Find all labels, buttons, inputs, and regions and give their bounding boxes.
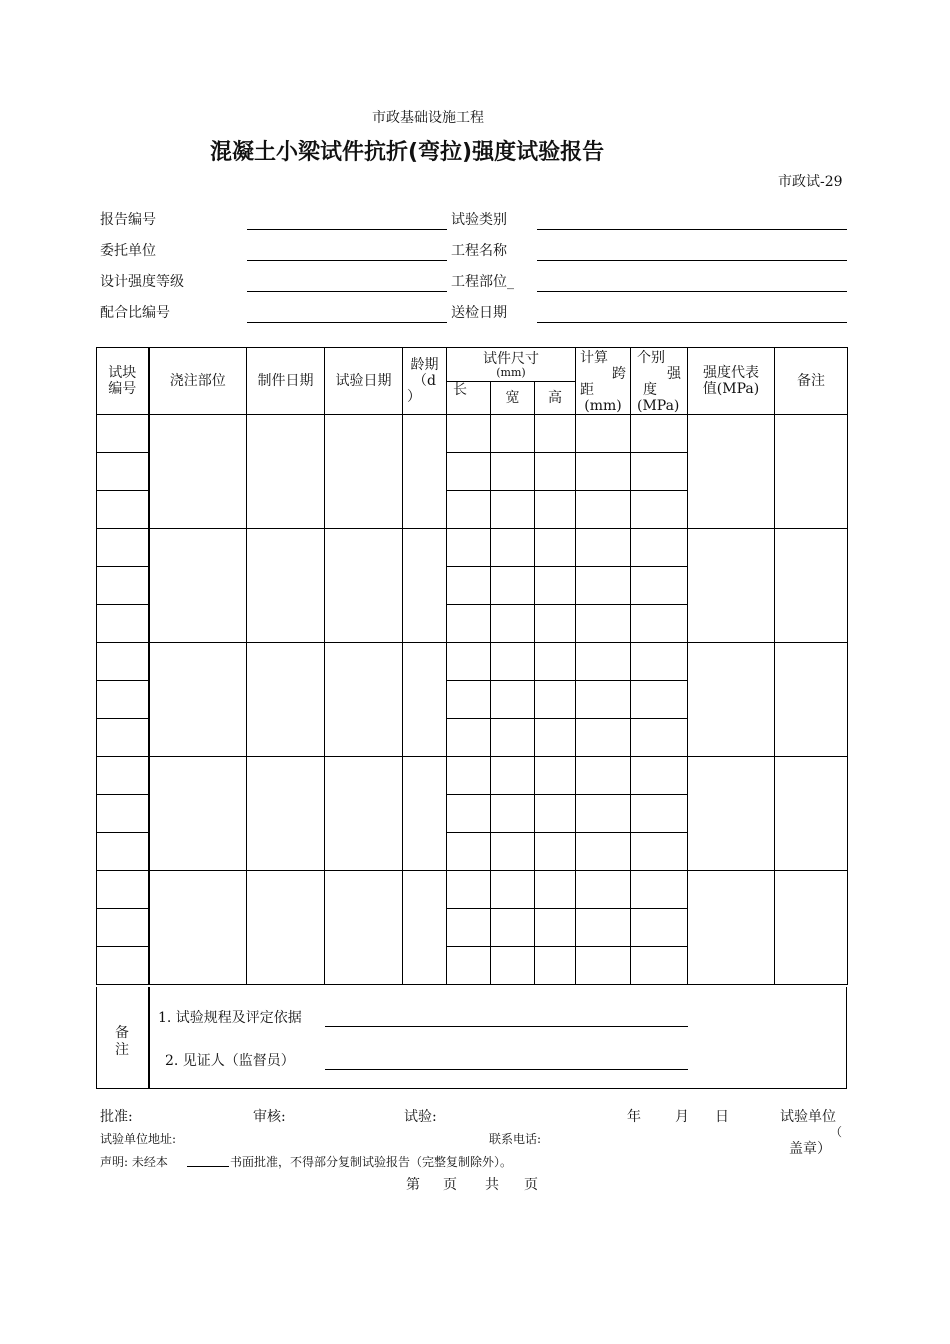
cell-width[interactable] bbox=[491, 947, 535, 985]
project-name-label: 工程名称 bbox=[451, 243, 507, 259]
cell-length[interactable] bbox=[447, 415, 491, 453]
cell-length[interactable] bbox=[447, 871, 491, 909]
project-part-field[interactable] bbox=[537, 291, 847, 292]
cell-place[interactable] bbox=[149, 529, 247, 643]
cell-individual-strength[interactable] bbox=[631, 909, 688, 947]
approve-label: 批准: bbox=[100, 1109, 133, 1125]
cell-individual-strength[interactable] bbox=[631, 681, 688, 719]
tester-label: 试验: bbox=[404, 1109, 437, 1125]
header-make-date: 制件日期 bbox=[247, 348, 325, 415]
cell-width[interactable] bbox=[491, 453, 535, 491]
page-no-suffix: 页 bbox=[443, 1177, 457, 1193]
cell-age[interactable] bbox=[403, 529, 447, 643]
cell-remark[interactable] bbox=[775, 529, 848, 643]
header-individual-strength: 个别 强 度 (MPa) bbox=[631, 348, 688, 415]
cell-individual-strength[interactable] bbox=[631, 605, 688, 643]
cell-specimen-id[interactable] bbox=[97, 795, 149, 833]
cell-height[interactable] bbox=[535, 833, 576, 871]
form-code: 市政试-29 bbox=[778, 174, 843, 190]
cell-span[interactable] bbox=[576, 909, 631, 947]
design-grade-field[interactable] bbox=[247, 291, 447, 292]
test-unit-label: 试验单位 bbox=[780, 1109, 836, 1125]
seal-open: （ bbox=[830, 1125, 843, 1139]
cell-place[interactable] bbox=[149, 757, 247, 871]
cell-height[interactable] bbox=[535, 795, 576, 833]
send-date-field[interactable] bbox=[537, 322, 847, 323]
notes-item-basis: 1. 试验规程及评定依据 bbox=[158, 1010, 302, 1026]
cell-individual-strength[interactable] bbox=[631, 757, 688, 795]
send-date-label: 送检日期 bbox=[451, 305, 507, 321]
seal-label: 盖章） bbox=[789, 1141, 831, 1157]
notes-item-witness: 2. 见证人（监督员） bbox=[165, 1053, 295, 1069]
cell-width[interactable] bbox=[491, 491, 535, 529]
cell-make-date[interactable] bbox=[247, 871, 325, 985]
cell-span[interactable] bbox=[576, 491, 631, 529]
cell-specimen-id[interactable] bbox=[97, 643, 149, 681]
cell-specimen-id[interactable] bbox=[97, 757, 149, 795]
page-total-suffix: 页 bbox=[524, 1177, 538, 1193]
cell-specimen-id[interactable] bbox=[97, 719, 149, 757]
cell-height[interactable] bbox=[535, 567, 576, 605]
cell-span[interactable] bbox=[576, 757, 631, 795]
address-label: 试验单位地址: bbox=[100, 1132, 177, 1146]
cell-span[interactable] bbox=[576, 415, 631, 453]
cell-individual-strength[interactable] bbox=[631, 643, 688, 681]
cell-width[interactable] bbox=[491, 529, 535, 567]
cell-age[interactable] bbox=[403, 871, 447, 985]
cell-length[interactable] bbox=[447, 529, 491, 567]
cell-height[interactable] bbox=[535, 491, 576, 529]
cell-test-date[interactable] bbox=[325, 871, 403, 985]
header-place: 浇注部位 bbox=[149, 348, 247, 415]
table-row bbox=[97, 415, 848, 453]
cell-span[interactable] bbox=[576, 605, 631, 643]
cell-width[interactable] bbox=[491, 643, 535, 681]
mix-no-field[interactable] bbox=[247, 322, 447, 323]
header-size: 试件尺寸 (mm) bbox=[447, 348, 576, 382]
cell-specimen-id[interactable] bbox=[97, 909, 149, 947]
cell-width[interactable] bbox=[491, 719, 535, 757]
cell-width[interactable] bbox=[491, 871, 535, 909]
notes-label-1: 备 bbox=[115, 1025, 129, 1041]
statement-start: 声明: 未经本 bbox=[100, 1155, 168, 1169]
document-subtitle: 市政基础设施工程 bbox=[372, 110, 484, 126]
header-height: 高 bbox=[535, 382, 576, 415]
cell-length[interactable] bbox=[447, 909, 491, 947]
header-test-date: 试验日期 bbox=[325, 348, 403, 415]
cell-test-date[interactable] bbox=[325, 415, 403, 529]
mix-no-label: 配合比编号 bbox=[100, 305, 170, 321]
cell-span[interactable] bbox=[576, 795, 631, 833]
cell-test-date[interactable] bbox=[325, 529, 403, 643]
cell-individual-strength[interactable] bbox=[631, 529, 688, 567]
cell-span[interactable] bbox=[576, 719, 631, 757]
cell-remark[interactable] bbox=[775, 757, 848, 871]
year-label: 年 bbox=[627, 1109, 641, 1125]
header-age: 龄期 （d ） bbox=[403, 348, 447, 415]
table-row bbox=[97, 643, 848, 681]
cell-width[interactable] bbox=[491, 833, 535, 871]
cell-specimen-id[interactable] bbox=[97, 871, 149, 909]
design-grade-label: 设计强度等级 bbox=[100, 274, 184, 290]
cell-width[interactable] bbox=[491, 681, 535, 719]
month-label: 月 bbox=[675, 1109, 689, 1125]
cell-height[interactable] bbox=[535, 757, 576, 795]
cell-specimen-id[interactable] bbox=[97, 567, 149, 605]
cell-specimen-id[interactable] bbox=[97, 529, 149, 567]
header-remark: 备注 bbox=[775, 348, 848, 415]
cell-span[interactable] bbox=[576, 453, 631, 491]
page-total-prefix: 共 bbox=[485, 1177, 499, 1193]
cell-place[interactable] bbox=[149, 871, 247, 985]
cell-width[interactable] bbox=[491, 605, 535, 643]
notes-box bbox=[96, 987, 847, 1089]
cell-width[interactable] bbox=[491, 909, 535, 947]
review-label: 审核: bbox=[253, 1109, 286, 1125]
cell-make-date[interactable] bbox=[247, 643, 325, 757]
cell-span[interactable] bbox=[576, 567, 631, 605]
cell-representative-strength[interactable] bbox=[688, 643, 775, 757]
cell-height[interactable] bbox=[535, 871, 576, 909]
cell-height[interactable] bbox=[535, 643, 576, 681]
cell-age[interactable] bbox=[403, 643, 447, 757]
cell-place[interactable] bbox=[149, 643, 247, 757]
project-part-label: 工程部位_ bbox=[451, 274, 514, 290]
table-row bbox=[97, 757, 848, 795]
cell-span[interactable] bbox=[576, 681, 631, 719]
cell-individual-strength[interactable] bbox=[631, 491, 688, 529]
cell-individual-strength[interactable] bbox=[631, 719, 688, 757]
notes-divider bbox=[148, 987, 150, 1089]
day-label: 日 bbox=[715, 1109, 729, 1125]
cell-length[interactable] bbox=[447, 719, 491, 757]
cell-specimen-id[interactable] bbox=[97, 453, 149, 491]
cell-representative-strength[interactable] bbox=[688, 529, 775, 643]
page-no-prefix: 第 bbox=[406, 1177, 420, 1193]
cell-width[interactable] bbox=[491, 415, 535, 453]
cell-specimen-id[interactable] bbox=[97, 415, 149, 453]
report-no-field[interactable] bbox=[247, 229, 447, 230]
header-specimen-id: 试块编号 bbox=[97, 348, 149, 415]
cell-length[interactable] bbox=[447, 643, 491, 681]
cell-specimen-id[interactable] bbox=[97, 605, 149, 643]
cell-height[interactable] bbox=[535, 681, 576, 719]
cell-make-date[interactable] bbox=[247, 757, 325, 871]
cell-length[interactable] bbox=[447, 947, 491, 985]
cell-remark[interactable] bbox=[775, 871, 848, 985]
cell-length[interactable] bbox=[447, 453, 491, 491]
cell-span[interactable] bbox=[576, 871, 631, 909]
cell-height[interactable] bbox=[535, 947, 576, 985]
cell-representative-strength[interactable] bbox=[688, 871, 775, 985]
cell-specimen-id[interactable] bbox=[97, 681, 149, 719]
cell-specimen-id[interactable] bbox=[97, 947, 149, 985]
client-field[interactable] bbox=[247, 260, 447, 261]
cell-length[interactable] bbox=[447, 491, 491, 529]
header-width: 宽 bbox=[491, 382, 535, 415]
cell-length[interactable] bbox=[447, 757, 491, 795]
cell-individual-strength[interactable] bbox=[631, 453, 688, 491]
cell-individual-strength[interactable] bbox=[631, 871, 688, 909]
cell-width[interactable] bbox=[491, 795, 535, 833]
cell-height[interactable] bbox=[535, 909, 576, 947]
cell-length[interactable] bbox=[447, 605, 491, 643]
cell-place[interactable] bbox=[149, 415, 247, 529]
report-no-label: 报告编号 bbox=[100, 212, 156, 228]
table-row bbox=[97, 871, 848, 909]
cell-make-date[interactable] bbox=[247, 529, 325, 643]
table-row bbox=[97, 529, 848, 567]
page-title: 混凝土小梁试件抗折(弯拉)强度试验报告 bbox=[210, 140, 605, 165]
cell-age[interactable] bbox=[403, 415, 447, 529]
cell-individual-strength[interactable] bbox=[631, 833, 688, 871]
cell-span[interactable] bbox=[576, 529, 631, 567]
cell-length[interactable] bbox=[447, 833, 491, 871]
cell-remark[interactable] bbox=[775, 643, 848, 757]
cell-individual-strength[interactable] bbox=[631, 795, 688, 833]
cell-span[interactable] bbox=[576, 643, 631, 681]
results-table bbox=[96, 347, 848, 985]
cell-span[interactable] bbox=[576, 947, 631, 985]
cell-remark[interactable] bbox=[775, 415, 848, 529]
cell-specimen-id[interactable] bbox=[97, 491, 149, 529]
project-name-field[interactable] bbox=[537, 260, 847, 261]
cell-width[interactable] bbox=[491, 567, 535, 605]
cell-age[interactable] bbox=[403, 757, 447, 871]
cell-length[interactable] bbox=[447, 681, 491, 719]
cell-test-date[interactable] bbox=[325, 757, 403, 871]
test-type-field[interactable] bbox=[537, 229, 847, 230]
header-span: 计算 跨 距 (mm) bbox=[576, 348, 631, 415]
cell-specimen-id[interactable] bbox=[97, 833, 149, 871]
statement-blank[interactable] bbox=[187, 1166, 229, 1167]
cell-individual-strength[interactable] bbox=[631, 947, 688, 985]
cell-make-date[interactable] bbox=[247, 415, 325, 529]
cell-length[interactable] bbox=[447, 567, 491, 605]
cell-representative-strength[interactable] bbox=[688, 757, 775, 871]
cell-representative-strength[interactable] bbox=[688, 415, 775, 529]
notes-basis-field[interactable] bbox=[325, 1026, 688, 1027]
phone-label: 联系电话: bbox=[489, 1132, 542, 1146]
notes-label-2: 注 bbox=[115, 1042, 129, 1058]
notes-witness-field[interactable] bbox=[325, 1069, 688, 1070]
statement-end: 书面批准，不得部分复制试验报告（完整复制除外）。 bbox=[230, 1155, 513, 1169]
cell-individual-strength[interactable] bbox=[631, 567, 688, 605]
cell-individual-strength[interactable] bbox=[631, 415, 688, 453]
cell-height[interactable] bbox=[535, 719, 576, 757]
cell-height[interactable] bbox=[535, 453, 576, 491]
test-type-label: 试验类别 bbox=[451, 212, 507, 228]
client-label: 委托单位 bbox=[100, 243, 156, 259]
cell-height[interactable] bbox=[535, 415, 576, 453]
cell-test-date[interactable] bbox=[325, 643, 403, 757]
header-length: 长 bbox=[447, 382, 491, 415]
cell-length[interactable] bbox=[447, 795, 491, 833]
cell-height[interactable] bbox=[535, 529, 576, 567]
header-representative-strength: 强度代表 值(MPa) bbox=[688, 348, 775, 415]
cell-span[interactable] bbox=[576, 833, 631, 871]
cell-width[interactable] bbox=[491, 757, 535, 795]
cell-height[interactable] bbox=[535, 605, 576, 643]
